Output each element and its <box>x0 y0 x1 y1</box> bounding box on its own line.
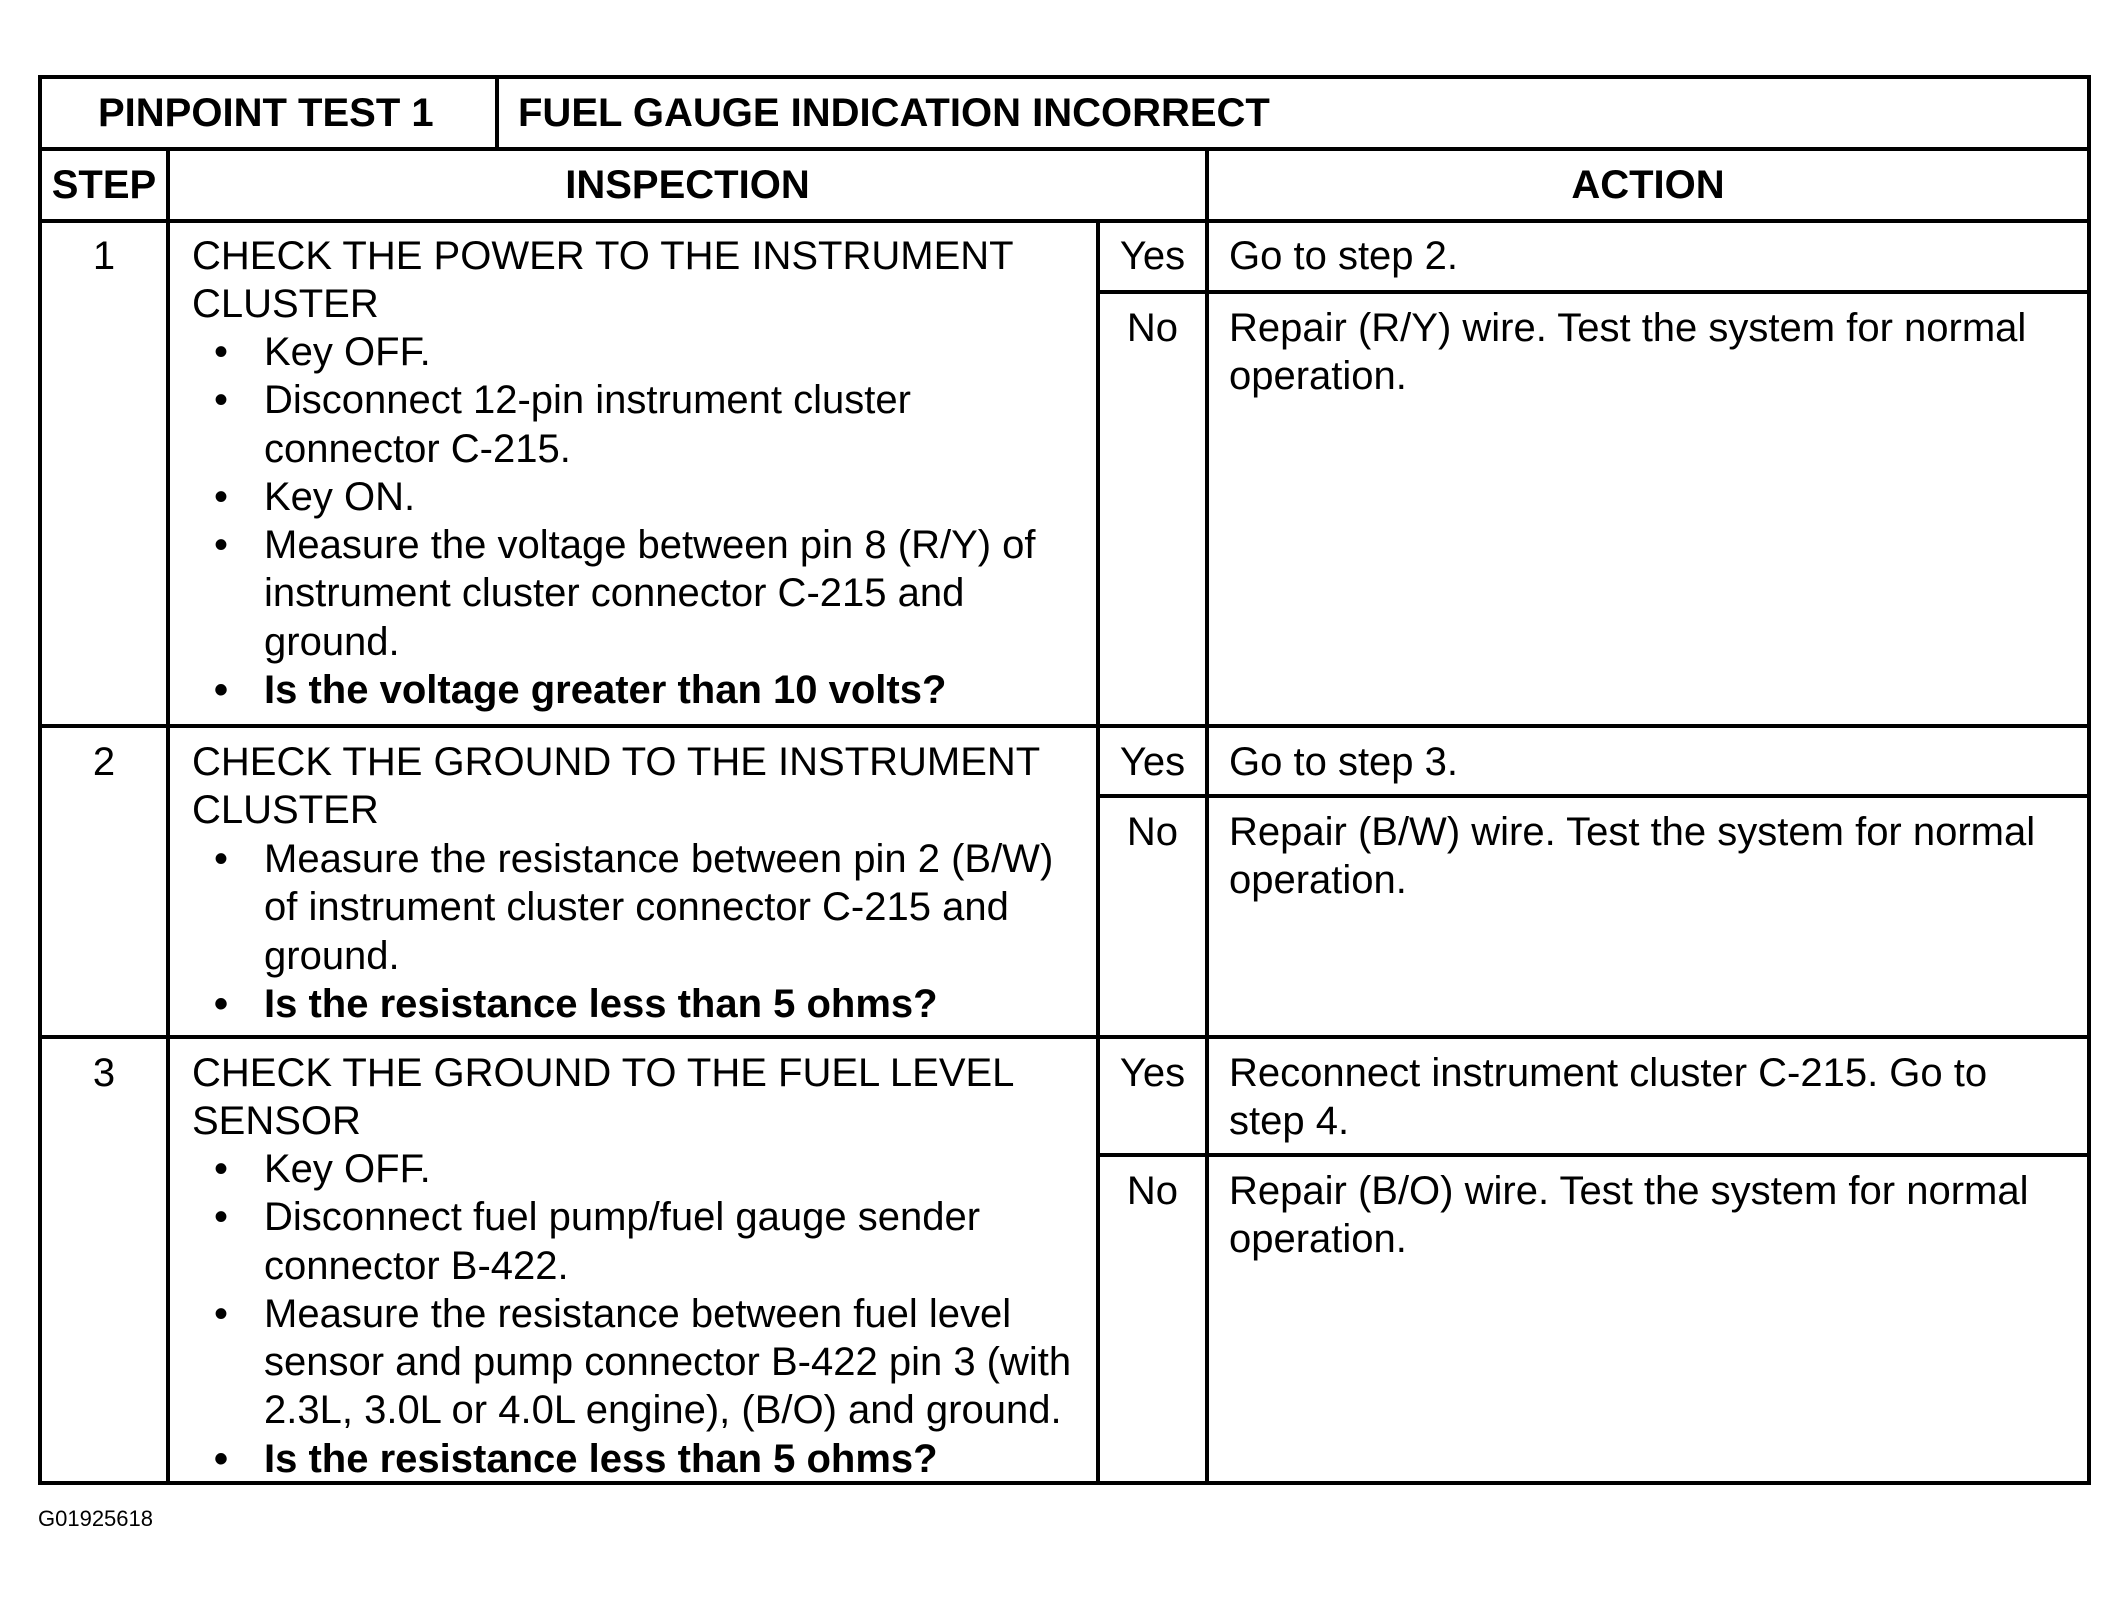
figure-code: G01925618 <box>38 1506 153 1531</box>
step-bullets <box>192 1145 1072 1483</box>
step-number: 3 <box>92 1051 116 1095</box>
step-bullets <box>192 328 1072 714</box>
yes-action: Reconnect instrument cluster C-215. Go to step 4. <box>1229 1051 1988 1144</box>
bullet-question: • Is the resistance less than 5 ohms? <box>214 981 938 1026</box>
rule-header-divider <box>495 79 499 147</box>
bullet-item: • Key OFF. <box>214 330 431 374</box>
bullet-item: • Measure the resistance between fuel level sensor and pump connector B-422 pin 3 (with 2.3L, 3.0L or 4.0L engine), (B/O) and ground. <box>214 1291 1072 1433</box>
step-bullets <box>192 835 1072 1028</box>
bullet-item: • Key OFF. <box>214 1147 431 1191</box>
bullet-item: • Measure the voltage between pin 8 (R/Y) of instrument cluster connector C-215 and ground. <box>214 523 1036 664</box>
rule-step1-yes-bottom <box>1096 290 2087 294</box>
step-title: CHECK THE GROUND TO THE FUEL LEVEL SENSOR <box>192 1051 1013 1144</box>
no-label: No <box>1126 1169 1179 1213</box>
rule-step1-bottom <box>42 724 2087 728</box>
step-title: CHECK THE POWER TO THE INSTRUMENT CLUSTER <box>192 234 1013 327</box>
col-step-header: STEP <box>51 163 157 207</box>
yes-label: Yes <box>1119 234 1186 278</box>
yes-label: Yes <box>1119 740 1186 784</box>
yes-label: Yes <box>1119 1051 1186 1095</box>
test-label: PINPOINT TEST 1 <box>98 91 434 135</box>
rule-header-bottom <box>42 147 2087 151</box>
no-action: Repair (B/O) wire. Test the system for normal operation. <box>1229 1169 2029 1262</box>
col-inspection-header: INSPECTION <box>565 163 810 207</box>
rule-step2-bottom <box>42 1035 2087 1039</box>
col-action-header: ACTION <box>1571 163 1725 207</box>
no-label: No <box>1126 810 1179 854</box>
bullet-item: • Disconnect 12-pin instrument cluster connector C-215. <box>214 378 911 471</box>
bullet-item: • Key ON. <box>214 474 416 519</box>
no-action: Repair (R/Y) wire. Test the system for normal operation. <box>1229 306 2027 399</box>
no-action: Repair (B/W) wire. Test the system for normal operation. <box>1229 810 2036 903</box>
bullet-question: • Is the resistance less than 5 ohms? <box>214 1436 938 1481</box>
test-title: FUEL GAUGE INDICATION INCORRECT <box>518 91 1270 135</box>
rule-action-col <box>1205 147 1209 1481</box>
step-title: CHECK THE GROUND TO THE INSTRUMENT CLUSTER <box>192 740 1040 833</box>
bullet-item: • Measure the resistance between pin 2 (B/W) of instrument cluster connector C-215 and ground. <box>214 837 1054 978</box>
bullet-item: • Disconnect fuel pump/fuel gauge sender connector B-422. <box>214 1195 981 1288</box>
rule-step-col <box>166 147 170 1481</box>
bullet-question: • Is the voltage greater than 10 volts? <box>214 668 947 713</box>
no-label: No <box>1126 306 1179 350</box>
yes-action: Go to step 3. <box>1229 740 1459 784</box>
rule-step2-yes-bottom <box>1096 794 2087 798</box>
pinpoint-test-table <box>38 75 2091 1485</box>
rule-step3-yes-bottom <box>1096 1153 2087 1157</box>
yes-action: Go to step 2. <box>1229 234 1459 278</box>
step-number: 2 <box>92 740 116 784</box>
step-number: 1 <box>92 234 116 278</box>
rule-colhead-bottom <box>42 219 2087 223</box>
